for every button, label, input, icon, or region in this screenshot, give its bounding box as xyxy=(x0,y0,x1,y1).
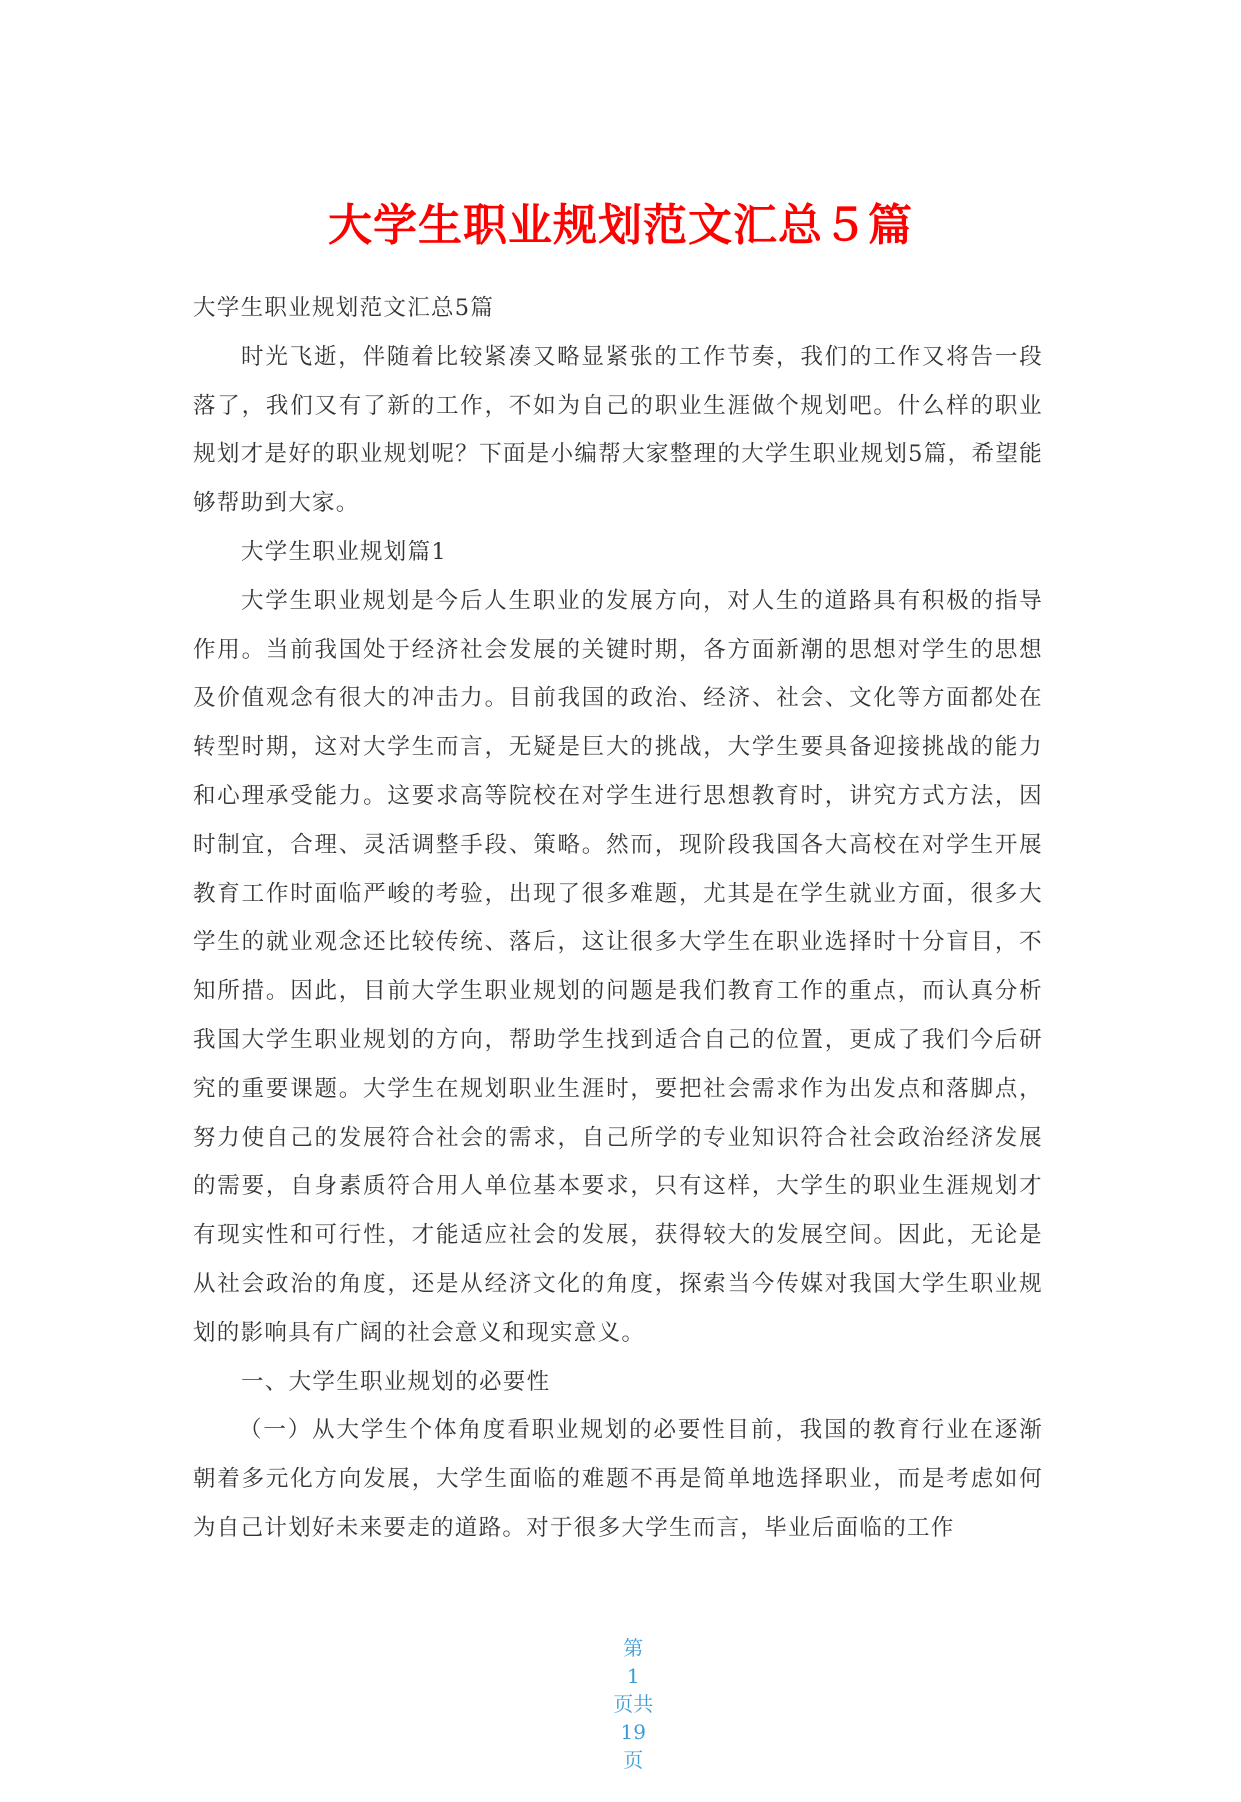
body-paragraph: 大学生职业规划是今后人生职业的发展方向，对人生的道路具有积极的指导作用。当前我国处于经济社会发展的关键时期，各方面新潮的思想对学生的思想及价值观念有很大的冲击力。目前我国的政治、经济、社会、文化等方面都处在转型时期，这对大学生而言，无疑是巨大的挑战，大学生要具备迎接挑战的能力和心理承受能力。这要求高等院校在对学生进行思想教育时，讲究方式方法，因时制宜，合理、灵活调整手段、策略。然而，现阶段我国各大高校在对学生开展教育工作时面临严峻的考验，出现了很多难题，尤其是在学生就业方面，很多大学生的就业观念还比较传统、落后，这让很多大学生在职业选择时十分盲目，不知所措。因此，目前大学生职业规划的问题是我们教育工作的重点，而认真分析我国大学生职业规划的方向，帮助学生找到适合自己的位置，更成了我们今后研究的重要课题。大学生在规划职业生涯时，要把社会需求作为出发点和落脚点，努力使自己的发展符合社会的需求，自己所学的专业知识符合社会政治经济发展的需要，自身素质符合用人单位基本要求，只有这样，大学生的职业生涯规划才有现实性和可行性，才能适应社会的发展，获得较大的发展空间。因此，无论是从社会政治的角度，还是从经济文化的角度，探索当今传媒对我国大学生职业规划的影响具有广阔的社会意义和现实意义。 xyxy=(193,587,1043,1346)
body-paragraph-subsection: （一）从大学生个体角度看职业规划的必要性目前，我国的教育行业在逐渐朝着多元化方向发展，大学生面临的难题不再是简单地选择职业，而是考虑如何为自己计划好未来要走的道路。对于很多大学生而言，毕业后面临的工作 xyxy=(193,1417,1043,1541)
section-heading-necessity: 一、大学生职业规划的必要性 xyxy=(241,1368,551,1395)
page-footer xyxy=(0,1606,1241,1802)
total-page-count: 19 xyxy=(620,1720,646,1744)
footer-prefix: 第 xyxy=(623,1636,644,1660)
intro-paragraph: 时光飞逝，伴随着比较紧凑又略显紧张的工作节奏，我们的工作又将告一段落了，我们又有了新的工作，不如为自己的职业生涯做个规划吧。什么样的职业规划才是好的职业规划呢？下面是小编帮大家整理的大学生职业规划5篇，希望能够帮助到大家。 xyxy=(193,343,1043,517)
footer-middle: 页共 xyxy=(613,1692,654,1716)
document-title: 大学生职业规划范文汇总５篇 xyxy=(328,200,913,251)
current-page-number: 1 xyxy=(626,1664,640,1688)
document-body xyxy=(193,284,1043,1553)
document-subtitle: 大学生职业规划范文汇总5篇 xyxy=(193,295,495,321)
footer-suffix: 页 xyxy=(623,1748,644,1772)
section-heading-article-1: 大学生职业规划篇1 xyxy=(241,538,448,565)
